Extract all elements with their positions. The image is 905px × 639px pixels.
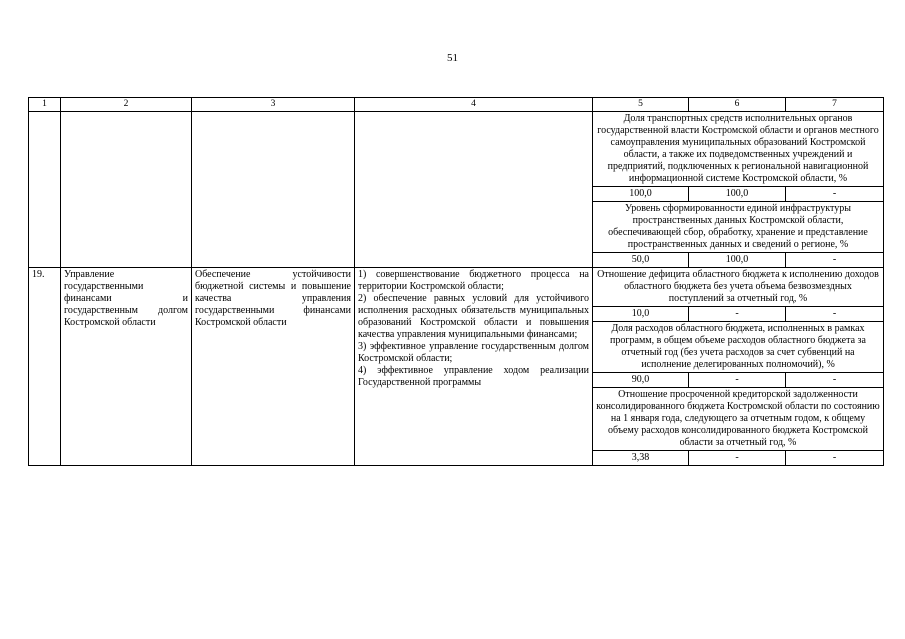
row-number: 19. bbox=[29, 268, 61, 466]
indicator-name: Доля транспортных средств исполнительных органов государственной власти Костромской области и органов местного самоуправления муниципальных образований Костромской области, а также их подведомственных учреждений и предприятий, подключенных к региональной навигационной информационной системе Костромской области, % bbox=[593, 112, 884, 187]
continuation-indicator-1-row bbox=[29, 112, 884, 187]
value-col-6: - bbox=[689, 373, 786, 388]
header-col-7: 7 bbox=[786, 98, 884, 112]
continuation-col-4 bbox=[355, 112, 593, 268]
value-col-6: - bbox=[689, 451, 786, 466]
task-item: 1) совершенствование бюджетного процесса на территории Костромской области; bbox=[358, 269, 589, 292]
value-col-7: - bbox=[786, 253, 884, 268]
header-col-1: 1 bbox=[29, 98, 61, 112]
value-col-6: 100,0 bbox=[689, 253, 786, 268]
task-item: 4) эффективное управление ходом реализации Государственной программы bbox=[358, 365, 589, 388]
task-item: 2) обеспечение равных условий для устойчивого исполнения расходных обязательств муниципальных образований Костромской области и повышения качества управления муниципальными финансами; bbox=[358, 293, 589, 340]
indicator-name: Уровень сформированности единой инфраструктуры пространственных данных Костромской области, обеспечивающей сбор, обработку, хранение и представление пространственных данных и сведений о регионе, % bbox=[593, 202, 884, 253]
value-col-7: - bbox=[786, 451, 884, 466]
header-col-6: 6 bbox=[689, 98, 786, 112]
subprogram-tasks bbox=[355, 268, 593, 466]
header-col-5: 5 bbox=[593, 98, 689, 112]
header-row bbox=[29, 98, 884, 112]
value-col-7: - bbox=[786, 373, 884, 388]
value-col-6: 100,0 bbox=[689, 187, 786, 202]
continuation-col-1 bbox=[29, 112, 61, 268]
indicator-name: Отношение просроченной кредиторской задолженности консолидированного бюджета Костромской области по состоянию на 1 января года, следующего за отчетным годом, к общему объему расходов консолидированного бюджета Костромской области за отчетный год, % bbox=[593, 388, 884, 451]
value-col-6: - bbox=[689, 307, 786, 322]
value-col-5: 50,0 bbox=[593, 253, 689, 268]
continuation-col-3 bbox=[192, 112, 355, 268]
indicators-table bbox=[28, 97, 884, 466]
value-col-5: 100,0 bbox=[593, 187, 689, 202]
continuation-col-2 bbox=[61, 112, 192, 268]
value-col-7: - bbox=[786, 307, 884, 322]
header-col-2: 2 bbox=[61, 98, 192, 112]
task-item: 3) эффективное управление государственным долгом Костромской области; bbox=[358, 341, 589, 364]
value-col-7: - bbox=[786, 187, 884, 202]
header-col-3: 3 bbox=[192, 98, 355, 112]
subprogram-name: Управление государственными финансами и государственным долгом Костромской области bbox=[61, 268, 192, 466]
value-col-5: 90,0 bbox=[593, 373, 689, 388]
value-col-5: 10,0 bbox=[593, 307, 689, 322]
subprogram-goal: Обеспечение устойчивости бюджетной системы и повышение качества управления государственными финансами Костромской области bbox=[192, 268, 355, 466]
header-col-4: 4 bbox=[355, 98, 593, 112]
indicator-name: Доля расходов областного бюджета, исполненных в рамках программ, в общем объеме расходов областного бюджета за отчетный год (без учета расходов за счет субвенций на исполнение делегированных полномочий), % bbox=[593, 322, 884, 373]
row-19-indicator-1 bbox=[29, 268, 884, 307]
value-col-5: 3,38 bbox=[593, 451, 689, 466]
page-number: 51 bbox=[447, 52, 458, 64]
indicator-name: Отношение дефицита областного бюджета к исполнению доходов областного бюджета без учета объема безвозмездных поступлений за отчетный год, % bbox=[593, 268, 884, 307]
